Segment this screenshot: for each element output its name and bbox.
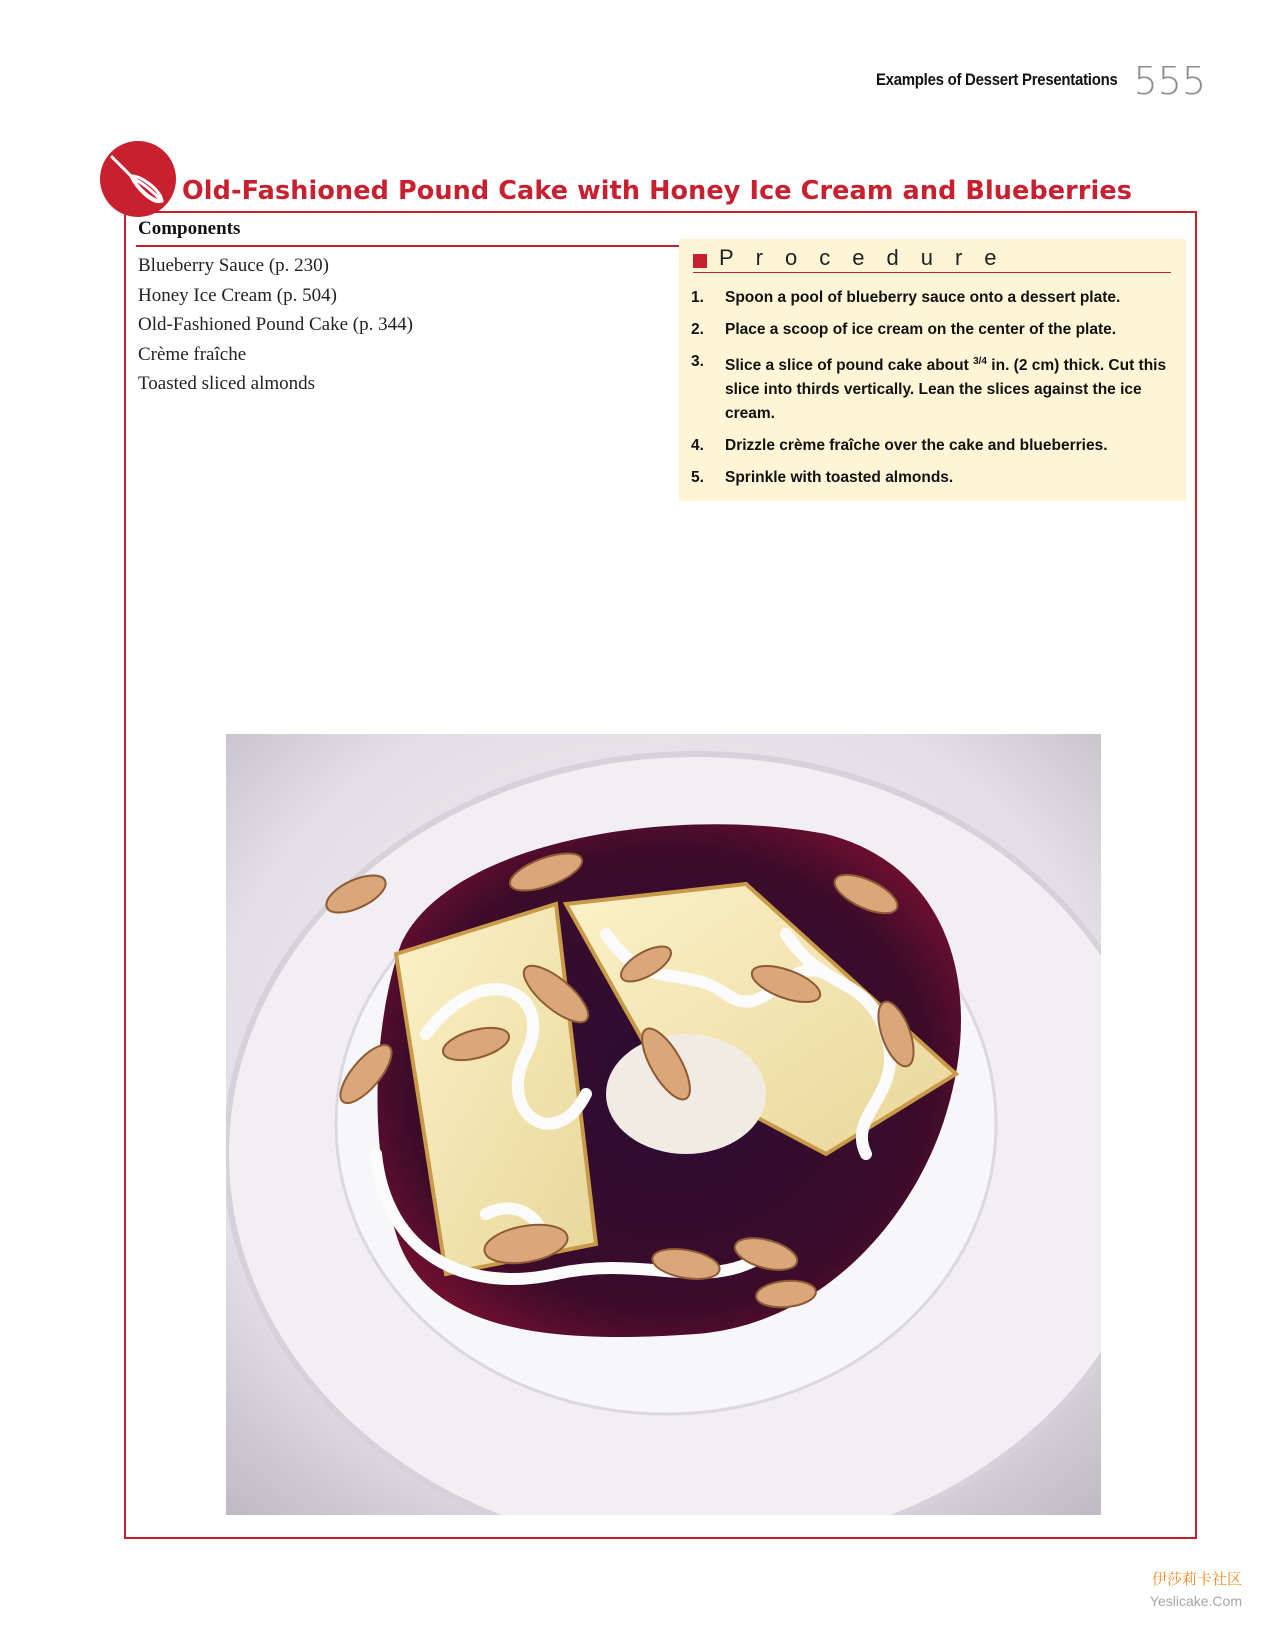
running-head — [843, 59, 1206, 103]
procedure-marker — [693, 254, 707, 268]
step-text: Place a scoop of ice cream on the center of the plate. — [725, 321, 1117, 338]
step-number: 3. — [691, 353, 704, 370]
procedure-step — [691, 286, 1173, 310]
procedure-steps — [691, 286, 1173, 498]
watermark — [1150, 1568, 1242, 1609]
page-number: 555 — [1133, 59, 1206, 103]
step-number: 2. — [691, 321, 704, 338]
whisk-logo-icon — [98, 139, 178, 219]
component-item: Toasted sliced almonds — [138, 373, 316, 394]
step-number: 1. — [691, 289, 704, 306]
watermark-site-name: 伊莎莉卡社区 — [1151, 1570, 1242, 1588]
procedure-divider — [693, 272, 1171, 273]
components-heading: Components — [138, 218, 241, 239]
procedure-box — [679, 239, 1186, 501]
recipe-title: Old-Fashioned Pound Cake with Honey Ice Cream and Blueberries — [182, 176, 1133, 206]
procedure-heading: Procedure — [719, 245, 1019, 270]
step-text — [725, 350, 1173, 426]
procedure-step — [691, 350, 1173, 426]
section-title: Examples of Dessert Presentations — [875, 70, 1118, 89]
step-number: 5. — [691, 469, 704, 487]
component-item: Blueberry Sauce (p. 230) — [138, 255, 329, 276]
procedure-step — [691, 466, 1173, 490]
step-number: 4. — [691, 437, 704, 455]
step-text-part: Slice a slice of pound cake about — [725, 357, 974, 375]
step-fraction: 3/4 — [973, 356, 987, 367]
watermark-url: Yeslicake.Com — [1149, 1593, 1242, 1609]
step-text-part: in. (2 cm) thick. Cut this slice into thirds vertically. Lean the slices against the ice cream. — [725, 357, 1167, 423]
component-item: Honey Ice Cream (p. 504) — [138, 284, 337, 306]
procedure-step — [691, 434, 1173, 458]
procedure-step — [691, 318, 1173, 342]
component-item: Crème fraîche — [138, 343, 247, 365]
step-text: Spoon a pool of blueberry sauce onto a dessert plate. — [725, 289, 1121, 306]
step-text: Drizzle crème fraîche over the cake and blueberries. — [725, 437, 1108, 455]
components-divider — [136, 245, 679, 247]
step-text: Sprinkle with toasted almonds. — [725, 469, 954, 487]
components-list — [138, 252, 413, 400]
dessert-photo — [226, 734, 1101, 1515]
component-item: Old-Fashioned Pound Cake (p. 344) — [138, 314, 413, 335]
